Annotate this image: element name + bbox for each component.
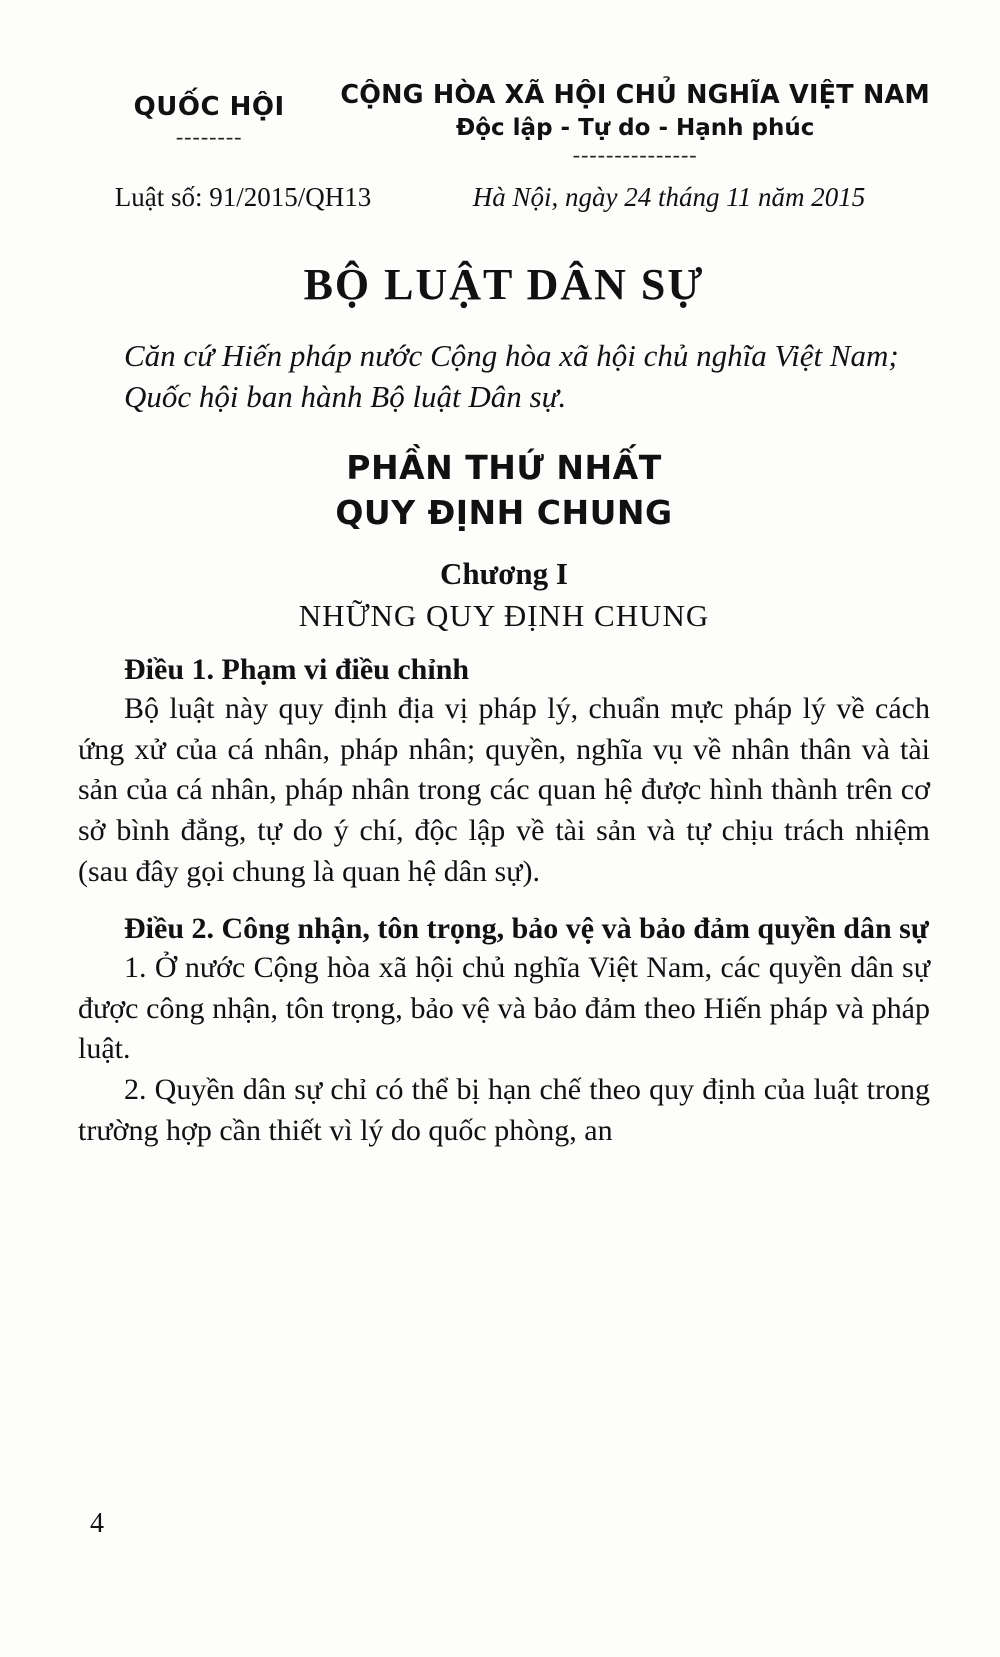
document-header [78, 80, 930, 168]
part-label: PHẦN THỨ NHẤT [346, 447, 662, 487]
page-title: BỘ LUẬT DÂN SỰ [303, 260, 705, 309]
page-number: 4 [90, 1508, 104, 1539]
authority-divider: -------- [175, 124, 243, 149]
article-2-body [78, 948, 930, 1152]
article-1-paragraph-1: Bộ luật này quy định địa vị pháp lý, chuẩn mực pháp lý về cách ứng xử của cá nhân, pháp nhân; quyền, nghĩa vụ về nhân thân và tài sản của cá nhân, pháp nhân trong các quan hệ được hình thành trên cơ sở bình đẳng, tự do ý chí, độc lập về tài sản và tự chịu trách nhiệm (sau đây gọi chung là quan hệ dân sự). [78, 691, 930, 888]
country-name: CỘNG HÒA XÃ HỘI CHỦ NGHĨA VIỆT NAM [340, 80, 930, 110]
article-2-paragraph-2: 2. Quyền dân sự chỉ có thể bị hạn chế theo quy định của luật trong trường hợp cần thiết vì lý do quốc phòng, an [78, 1073, 930, 1147]
preamble-line-1: Căn cứ Hiến pháp nước Cộng hòa xã hội chủ nghĩa Việt Nam; [124, 338, 899, 373]
preamble-line-2: Quốc hội ban hành Bộ luật Dân sự. [124, 378, 567, 414]
article-1-heading: Điều 1. Phạm vi điều chỉnh [124, 652, 470, 686]
preamble [78, 336, 930, 418]
national-heading-block [340, 80, 930, 168]
article-1-body [78, 689, 930, 893]
part-name: QUY ĐỊNH CHUNG [335, 492, 673, 532]
article-2-heading: Điều 2. Công nhận, tôn trọng, bảo vệ và bảo đảm quyền dân sự [124, 911, 929, 945]
article-2 [78, 909, 930, 1152]
article-1 [78, 650, 930, 893]
chapter-name: NHỮNG QUY ĐỊNH CHUNG [298, 597, 710, 633]
document-subheader [78, 182, 930, 213]
motto-divider: --------------- [572, 142, 698, 167]
issuing-authority-block [78, 80, 340, 150]
article-2-paragraph-1: 1. Ở nước Cộng hòa xã hội chủ nghĩa Việt Nam, các quyền dân sự được công nhận, tôn trọng, bảo vệ và bảo đảm theo Hiến pháp và pháp luật. [78, 950, 930, 1066]
place-and-date: Hà Nội, ngày 24 tháng 11 năm 2015 [472, 182, 866, 212]
issuing-authority: QUỐC HỘI [133, 92, 285, 122]
chapter-label: Chương I [440, 555, 568, 591]
national-motto: Độc lập - Tự do - Hạnh phúc [455, 115, 815, 141]
law-number: Luật số: 91/2015/QH13 [114, 182, 372, 212]
page-content [78, 80, 930, 1152]
